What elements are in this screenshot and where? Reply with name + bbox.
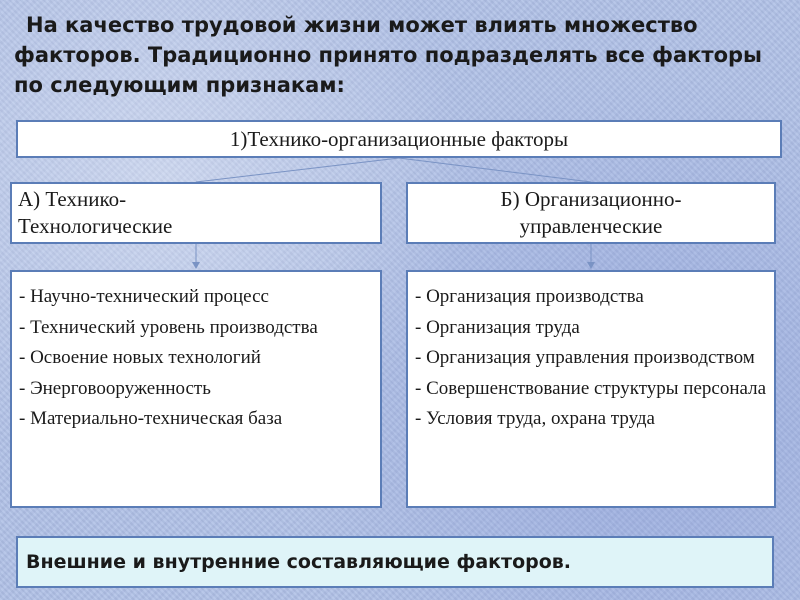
list-item: - Технический уровень производства (19, 316, 318, 338)
list-item: - Материально-техническая база (19, 408, 283, 429)
branch-b-line2: управленческие (519, 214, 663, 238)
connector-main-to-a (196, 158, 399, 182)
list-item: - Организация управления производством (415, 347, 755, 368)
list-item: - Организация труда (415, 316, 580, 338)
list-item: - Энерговооруженность (19, 377, 211, 399)
list-item: - Условия труда, охрана труда (415, 408, 655, 429)
arrow-b-icon (587, 262, 595, 269)
branch-a-line1: А) Технико- (18, 187, 127, 211)
list-b-box (406, 270, 776, 508)
connector-main-to-b (399, 158, 591, 182)
slide-title: На качество трудовой жизни может влиять множество факторов. Традиционно принято подразделять все факторы по следующим признакам: (14, 13, 763, 97)
list-item: - Освоение новых технологий (19, 347, 261, 368)
branch-b-box (406, 182, 776, 244)
branch-a-box (10, 182, 382, 244)
branch-b-line1: Б) Организационно- (500, 187, 682, 211)
arrow-a-icon (192, 262, 200, 269)
list-item: - Совершенствование структуры персонала (415, 377, 767, 399)
branch-a-line2: Технологические (18, 214, 173, 238)
bottom-summary-box: Внешние и внутренние составляющие факторов. (16, 536, 774, 588)
list-item: - Организация производства (415, 286, 644, 307)
list-item: - Научно-технический процесс (19, 286, 269, 307)
main-factor-box: 1)Технико-организационные факторы (16, 120, 782, 158)
list-a-box (10, 270, 382, 508)
